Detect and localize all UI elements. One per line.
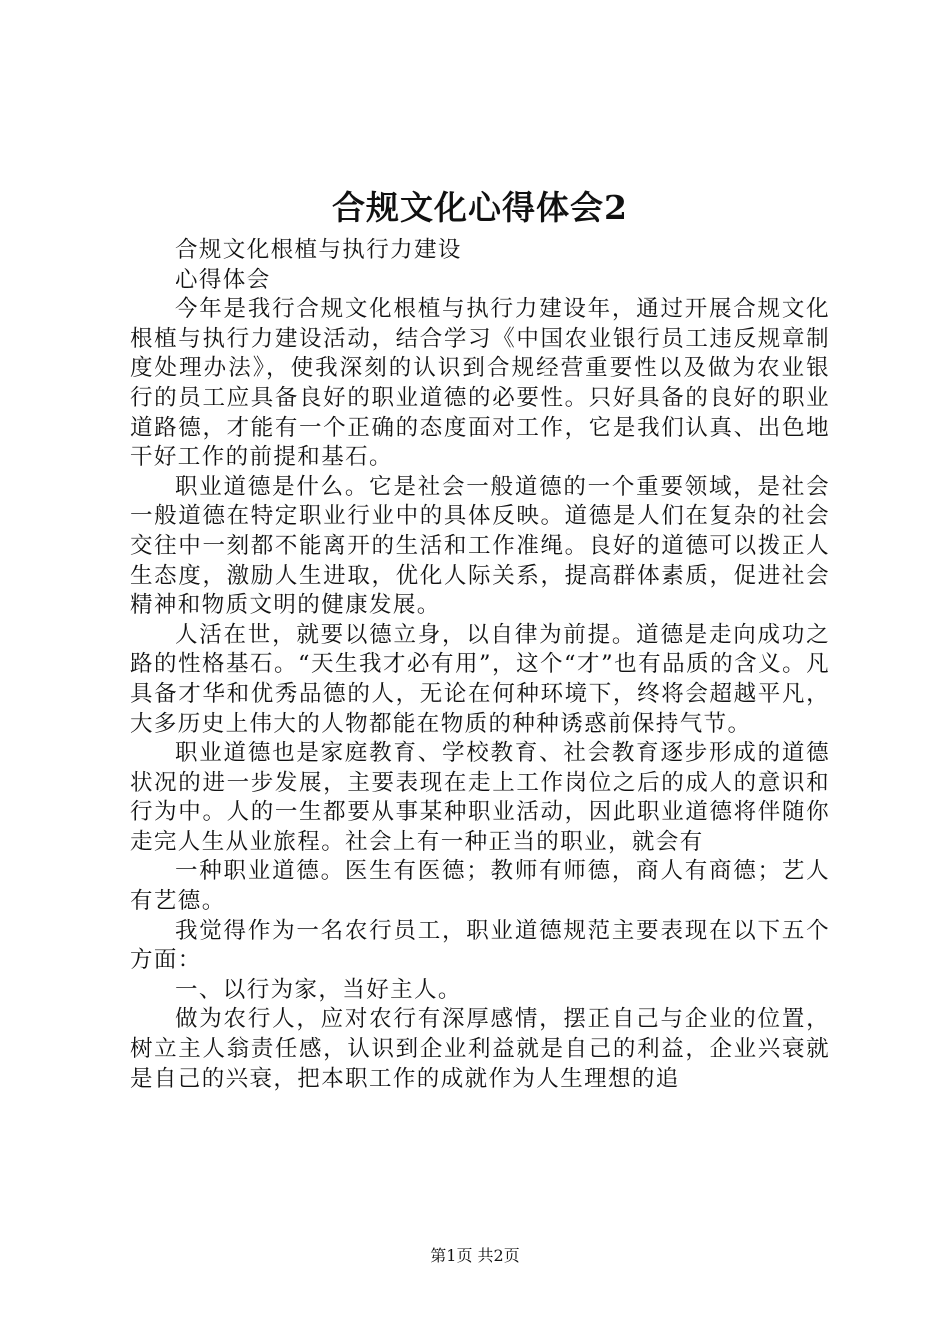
body-paragraph: 职业道德是什么。它是社会一般道德的一个重要领域，是社会一般道德在特定职业行业中的具体反映。道德是人们在复杂的社会交往中一刻都不能离开的生活和工作准绳。良好的道德可以拨正人生态度，激励人生进取，优化人际关系，提高群体素质，促进社会精神和物质文明的健康发展。 (130, 473, 830, 619)
body-paragraph: 做为农行人，应对农行有深厚感情，摆正自己与企业的位置，树立主人翁责任感，认识到企业利益就是自己的利益，企业兴衰就是自己的兴衰，把本职工作的成就作为人生理想的追 (130, 1006, 830, 1092)
body-paragraph: 一种职业道德。医生有医德；教师有师德，商人有商德；艺人有艺德。 (130, 858, 830, 915)
section-heading: 一、以行为家，当好主人。 (175, 976, 462, 1003)
document-title: 合规文化心得体会2 (332, 188, 628, 227)
subtitle-line: 心得体会 (175, 266, 271, 293)
body-paragraph: 职业道德也是家庭教育、学校教育、社会教育逐步形成的道德状况的进一步发展，主要表现在走上工作岗位之后的成人的意识和行为中。人的一生都要从事某种职业活动，因此职业道德将伴随你走完人生从业旅程。社会上有一种正当的职业，就会有 (130, 740, 830, 855)
body-paragraph: 我觉得作为一名农行员工，职业道德规范主要表现在以下五个方面： (130, 917, 830, 974)
document-body (130, 236, 830, 1094)
subtitle-line: 合规文化根植与执行力建设 (175, 237, 462, 263)
body-paragraph: 人活在世，就要以德立身，以自律为前提。道德是走向成功之路的性格基石。“天生我才必有用”，这个“才”也有品质的含义。凡具备才华和优秀品德的人，无论在何种环境下，终将会超越平凡，大多历史上伟大的人物都能在物质的种种诱惑前保持气节。 (130, 621, 830, 737)
body-paragraph: 今年是我行合规文化根植与执行力建设年，通过开展合规文化根植与执行力建设活动，结合学习《中国农业银行员工违反规章制度处理办法》，使我深刻的认识到合规经营重要性以及做为农业银行的员工应具备良好的职业道德的必要性。只好具备的良好的职业道路德，才能有一个正确的态度面对工作，它是我们认真、出色地干好工作的前提和基石。 (130, 296, 830, 471)
page-footer: 第1页 共2页 (430, 1246, 520, 1265)
